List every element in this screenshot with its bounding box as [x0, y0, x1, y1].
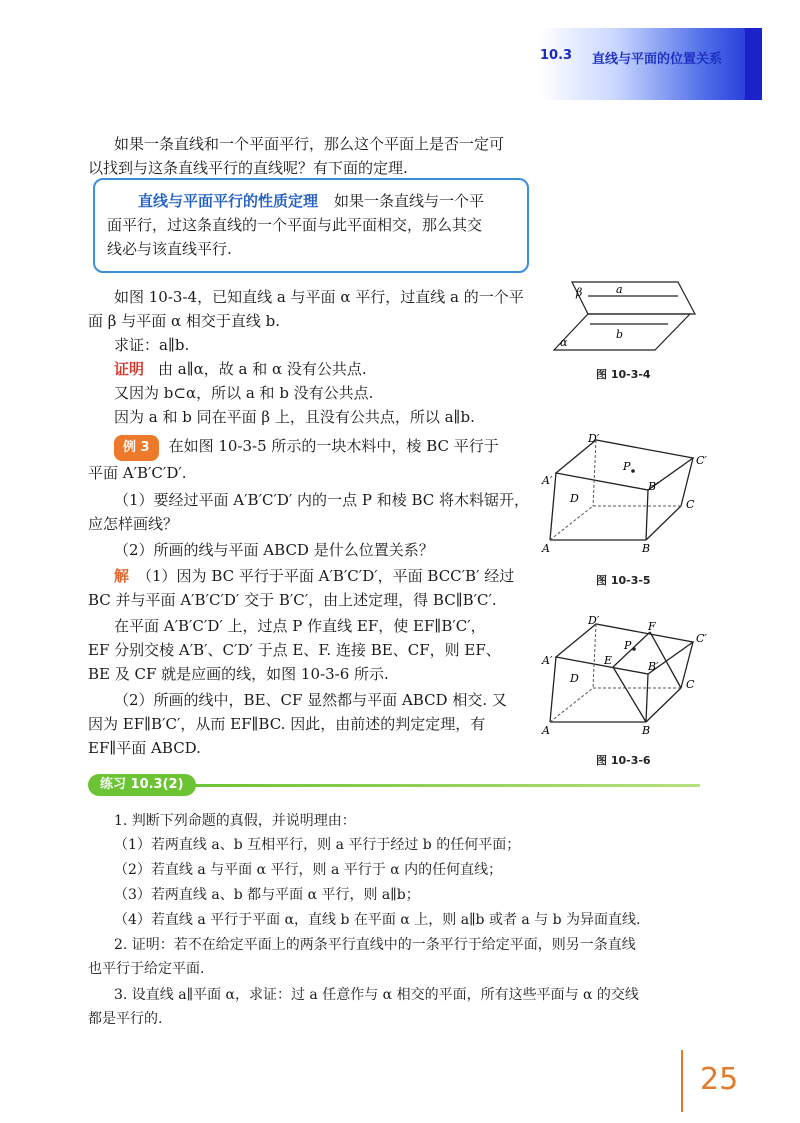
fig3-label-P: P — [624, 639, 632, 652]
fig3-label-F: F — [648, 620, 656, 633]
fig3-label-E: E — [604, 654, 613, 667]
fig1-label-alpha: α — [560, 336, 568, 349]
fig3-label-Ap: A′ — [542, 654, 553, 667]
proof-line-4 — [114, 357, 367, 381]
fig3-label-Bp: B′ — [648, 660, 659, 673]
fig3-label-Cp: C′ — [696, 632, 707, 645]
exercise-q2-line-2: 也平行于给定平面. — [88, 961, 205, 977]
practice-badge: 练习 10.3(2) — [88, 774, 196, 796]
figure-10-3-6 — [538, 612, 718, 740]
example-q1a: （1）要经过平面 A′B′C′D′ 内的一点 P 和棱 BC 将木料锯开， — [114, 491, 530, 509]
fig1-label-beta: β — [576, 286, 583, 299]
solution-line-4: EF 分别交棱 A′B′、C′D′ 于点 E、F. 连接 BE、CF，则 EF、 — [88, 641, 501, 659]
figure-10-3-6-caption: 图 10-3-6 — [596, 754, 651, 767]
fig1-label-b: b — [616, 328, 624, 341]
figure-10-3-4 — [550, 278, 700, 353]
theorem-text-1: 如果一条直线与一个平 — [334, 192, 485, 210]
intro-line-1: 如果一条直线和一个平面平行，那么这个平面上是否一定可 — [114, 135, 505, 153]
solution-line-2: BC 并与平面 A′B′C′D′ 交于 B′C′，由上述定理，得 BC∥B′C′. — [88, 591, 497, 609]
page-number: 25 — [700, 1062, 739, 1097]
solution-text-1: （1）因为 BC 平行于平面 A′B′C′D′，平面 BCC′B′ 经过 — [137, 567, 515, 585]
practice-divider — [190, 784, 700, 787]
proof-line-3: 求证：a∥b. — [114, 336, 190, 354]
fig2-label-C: C — [686, 498, 695, 511]
theorem-line-3: 线必与该直线平行. — [107, 240, 232, 258]
solution-label: 解 — [114, 567, 130, 585]
intro-line-2: 以找到与这条直线平行的直线呢？有下面的定理. — [88, 159, 408, 177]
example-badge: 例 3 — [114, 435, 159, 461]
header-blue-block — [745, 28, 762, 100]
proof-line-2: 面 β 与平面 α 相交于直线 b. — [88, 312, 281, 330]
proof-text-4: 由 a∥α，故 a 和 α 没有公共点. — [158, 360, 367, 378]
fig2-label-Bp: B′ — [648, 480, 659, 493]
exercise-q2-line-1: 2. 证明：若不在给定平面上的两条平行直线中的一条平行于给定平面，则另一条直线 — [114, 937, 636, 953]
exercise-q1-1: （1）若两直线 a、b 互相平行，则 a 平行于经过 b 的任何平面； — [114, 837, 521, 853]
theorem-line-1 — [138, 189, 484, 213]
solution-line-3: 在平面 A′B′C′D′ 上，过点 P 作直线 EF，使 EF∥B′C′， — [114, 617, 486, 635]
fig3-label-B: B — [642, 724, 651, 737]
page-number-rule — [681, 1050, 683, 1112]
fig3-label-Dp: D′ — [588, 614, 600, 627]
theorem-title: 直线与平面平行的性质定理 — [138, 192, 319, 210]
solution-line-7: 因为 EF∥B′C′，从而 EF∥BC. 因此，由前述的判定定理，有 — [88, 715, 486, 733]
fig2-label-A: A — [542, 542, 550, 555]
exercise-q3-line-1: 3. 设直线 a∥平面 α，求证：过 a 任意作与 α 相交的平面，所有这些平面与 α 的交线 — [114, 987, 639, 1003]
example-text-1: 在如图 10-3-5 所示的一块木料中，棱 BC 平行于 — [168, 437, 499, 455]
solution-line-5: BE 及 CF 就是应画的线，如图 10-3-6 所示. — [88, 665, 389, 683]
fig3-label-D: D — [570, 672, 579, 685]
proof-label: 证明 — [114, 360, 145, 378]
fig1-label-a: a — [616, 283, 623, 296]
example-line-1 — [114, 434, 499, 461]
exercise-q1: 1. 判断下列命题的真假，并说明理由： — [114, 813, 356, 829]
figure-10-3-5-caption: 图 10-3-5 — [596, 574, 651, 587]
theorem-line-2: 面平行，过这条直线的一个平面与此平面相交，那么其交 — [107, 216, 483, 234]
fig2-label-D: D — [570, 492, 579, 505]
figure-10-3-4-caption: 图 10-3-4 — [596, 368, 651, 381]
fig2-label-B: B — [642, 542, 651, 555]
example-q2: （2）所画的线与平面 ABCD 是什么位置关系？ — [114, 541, 434, 559]
exercise-q1-3: （3）若两直线 a、b 都与平面 α 平行，则 a∥b； — [114, 887, 420, 903]
fig2-label-Cp: C′ — [696, 454, 707, 467]
proof-line-6: 因为 a 和 b 同在平面 β 上，且没有公共点，所以 a∥b. — [114, 408, 475, 426]
fig2-label-Ap: A′ — [542, 474, 553, 487]
fig2-label-P: P — [623, 460, 631, 473]
solution-line-6: （2）所画的线中，BE、CF 显然都与平面 ABCD 相交. 又 — [114, 691, 507, 709]
figure-10-3-5 — [538, 428, 718, 558]
header-section-number: 10.3 — [540, 48, 573, 63]
solution-line-8: EF∥平面 ABCD. — [88, 739, 201, 757]
exercise-q1-4: （4）若直线 a 平行于平面 α，直线 b 在平面 α 上，则 a∥b 或者 a 与 b 为异面直线. — [114, 912, 641, 928]
example-line-2: 平面 A′B′C′D′. — [88, 464, 187, 482]
header-section-title: 直线与平面的位置关系 — [592, 52, 723, 67]
example-q1b: 应怎样画线？ — [88, 515, 179, 533]
fig2-label-Dp: D′ — [588, 432, 600, 445]
proof-line-1: 如图 10-3-4，已知直线 a 与平面 α 平行，过直线 a 的一个平 — [114, 288, 524, 306]
fig3-label-A: A — [542, 724, 550, 737]
solution-line-1 — [114, 564, 514, 588]
proof-line-5: 又因为 b⊂α，所以 a 和 b 没有公共点. — [114, 384, 374, 402]
exercise-q3-line-2: 都是平行的. — [88, 1011, 163, 1027]
fig3-label-C: C — [686, 678, 695, 691]
exercise-q1-2: （2）若直线 a 与平面 α 平行，则 a 平行于 α 内的任何直线； — [114, 862, 503, 878]
